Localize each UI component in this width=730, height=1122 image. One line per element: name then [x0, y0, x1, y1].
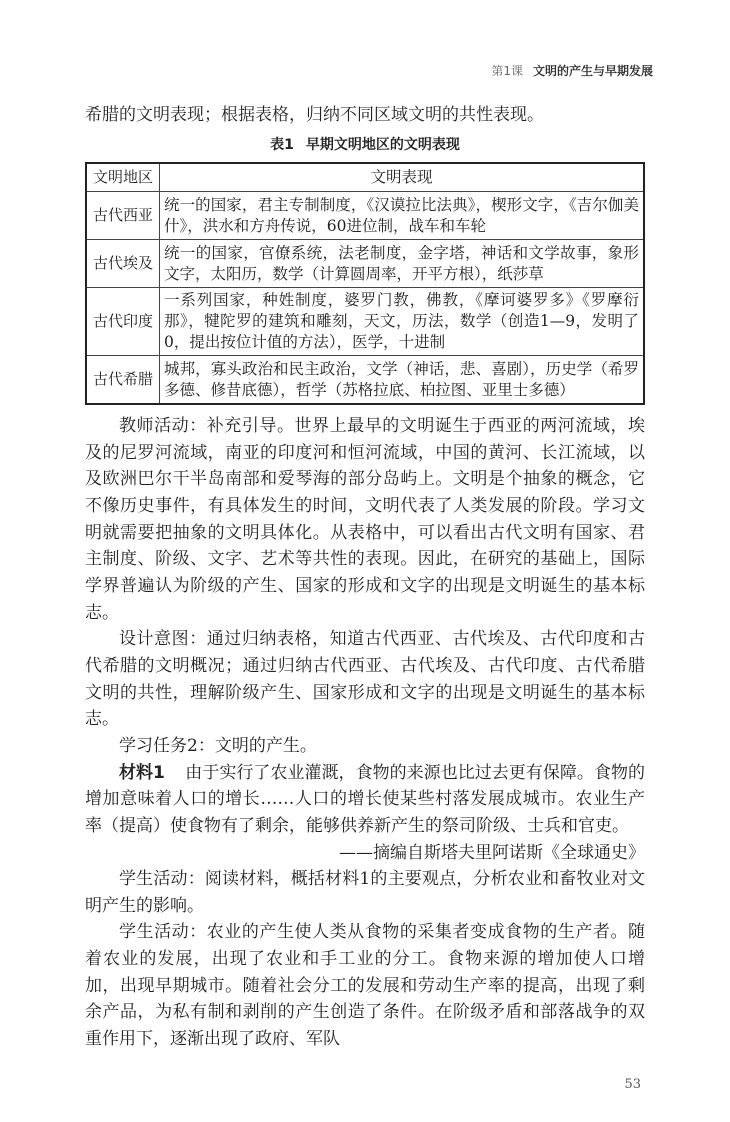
page-number: 53 — [624, 1076, 641, 1092]
text-line: 学生活动：农业的产生使人类从食物的采集者变成食物的生产者。随着农业 — [85, 922, 645, 970]
lesson-title: 文明的产生与早期发展 — [532, 64, 653, 78]
table-caption — [85, 134, 645, 156]
table-row — [86, 192, 644, 240]
header-region: 文明地区 — [86, 163, 160, 192]
text-line: 市。随着社会分工的发展和劳动生产率的提高，出现了剩余产品，为私有制和剥削 — [85, 975, 646, 1023]
desc-cell: 统一的国家，君主专制制度，《汉谟拉比法典》，楔形文字，《吉尔伽美什》，洪水和方舟传说，60进位制，战车和车轮 — [160, 192, 645, 240]
header-desc: 文明表现 — [160, 163, 645, 192]
desc-cell: 城邦，寡头政治和民主政治，文学（神话，悲、喜剧），历史学（希罗多德、修昔底德），哲学（苏格拉底、柏拉图、亚里士多德） — [160, 356, 645, 405]
region-cell: 古代希腊 — [86, 356, 160, 405]
text-line: 意味着人口的增长……人口的增长使某些村落发展成城市。农业生产率（提高）使 — [85, 789, 646, 836]
table-row — [86, 288, 644, 356]
region-cell: 古代印度 — [86, 288, 160, 356]
civilization-table — [85, 162, 645, 405]
table-caption-number: 表1 — [270, 137, 294, 153]
text-line: 时间，文明代表了人类发展的阶段。学习文明就需要把抽象的文明具体化。从表 — [85, 495, 646, 543]
body-text — [85, 413, 645, 1053]
quote-source — [85, 840, 645, 867]
text-line: 明概况；通过归纳古代西亚、古代埃及、古代印度、古代希腊文明的共性，理解阶级 — [85, 655, 646, 703]
paragraph — [85, 866, 645, 919]
text-line: 诞生的基本标志。 — [85, 575, 646, 623]
text-line: 学生活动：阅读材料，概括材料1的主要观点，分析农业和畜牧业对文明产生 — [85, 869, 645, 916]
text-line: 部和爱琴海的部分岛屿上。文明是个抽象的概念，它不像历史事件，有具体发生的 — [85, 469, 646, 516]
paragraph — [85, 626, 645, 733]
material-quote — [85, 760, 645, 840]
text-line: 食物有了剩余，能够供养新产生的祭司阶级、士兵和官吏。 — [187, 815, 629, 836]
intro-line: 希腊的文明表现；根据表格，归纳不同区域文明的共性表现。 — [85, 105, 544, 125]
text-line: 教师活动：补充引导。世界上最早的文明诞生于西亚的两河流域，埃及的尼罗 — [85, 416, 645, 463]
text-line: 河流域，南亚的印度河和恒河流域，中国的黄河、长江流域，以及欧洲巴尔干半岛南 — [85, 442, 646, 490]
text-line: 的影响。 — [136, 895, 204, 916]
text-line: 由于实行了农业灌溉，食物的来源也比过去更有保障。食物的增加 — [85, 762, 645, 810]
table-header-row — [86, 163, 644, 192]
paragraph — [85, 919, 645, 1052]
running-header — [85, 62, 653, 80]
paragraph — [85, 733, 645, 760]
region-cell: 古代西亚 — [86, 192, 160, 240]
lesson-number: 第1课 — [491, 64, 523, 78]
material-label: 材料1 — [119, 762, 165, 783]
text-line: 产生、国家形成和文字的出现是文明诞生的基本标志。 — [85, 682, 646, 730]
desc-cell: 一系列国家，种姓制度，婆罗门教，佛教，《摩诃婆罗多》《罗摩衍那》，犍陀罗的建筑和雕刻，天文，历法，数学（创造1—9，发明了0，提出按位计值的方法），医学，十进制 — [160, 288, 645, 356]
text-line: 的发展，出现了农业和手工业的分工。食物来源的增加使人口增加，出现早期城 — [85, 949, 646, 996]
text-line: 在研究的基础上，国际学界普遍认为阶级的产生、国家的形成和文字的出现是文明 — [85, 549, 646, 596]
text-line: 学习任务2：文明的产生。 — [119, 735, 317, 756]
paragraph — [85, 413, 645, 626]
text-line: 设计意图：通过归纳表格，知道古代西亚、古代埃及、古代印度和古代希腊的文 — [85, 629, 645, 676]
region-cell: 古代埃及 — [86, 240, 160, 288]
text-line: 格中，可以看出古代文明有国家、君主制度、阶级、文字、艺术等共性的表现。因此， — [85, 522, 646, 570]
table-row — [86, 356, 644, 405]
table-caption-title: 早期文明地区的文明表现 — [305, 137, 460, 153]
desc-cell: 统一的国家，官僚系统，法老制度，金字塔，神话和文学故事，象形文字，太阳历，数学（计算圆周率，开平方根），纸莎草 — [160, 240, 645, 288]
text-line: ——摘编自斯塔夫里阿诺斯《全球通史》 — [339, 842, 645, 863]
table-row — [86, 240, 644, 288]
text-line: 的产生创造了条件。在阶级矛盾和部落战争的双重作用下，逐渐出现了政府、军队 — [85, 1002, 646, 1050]
